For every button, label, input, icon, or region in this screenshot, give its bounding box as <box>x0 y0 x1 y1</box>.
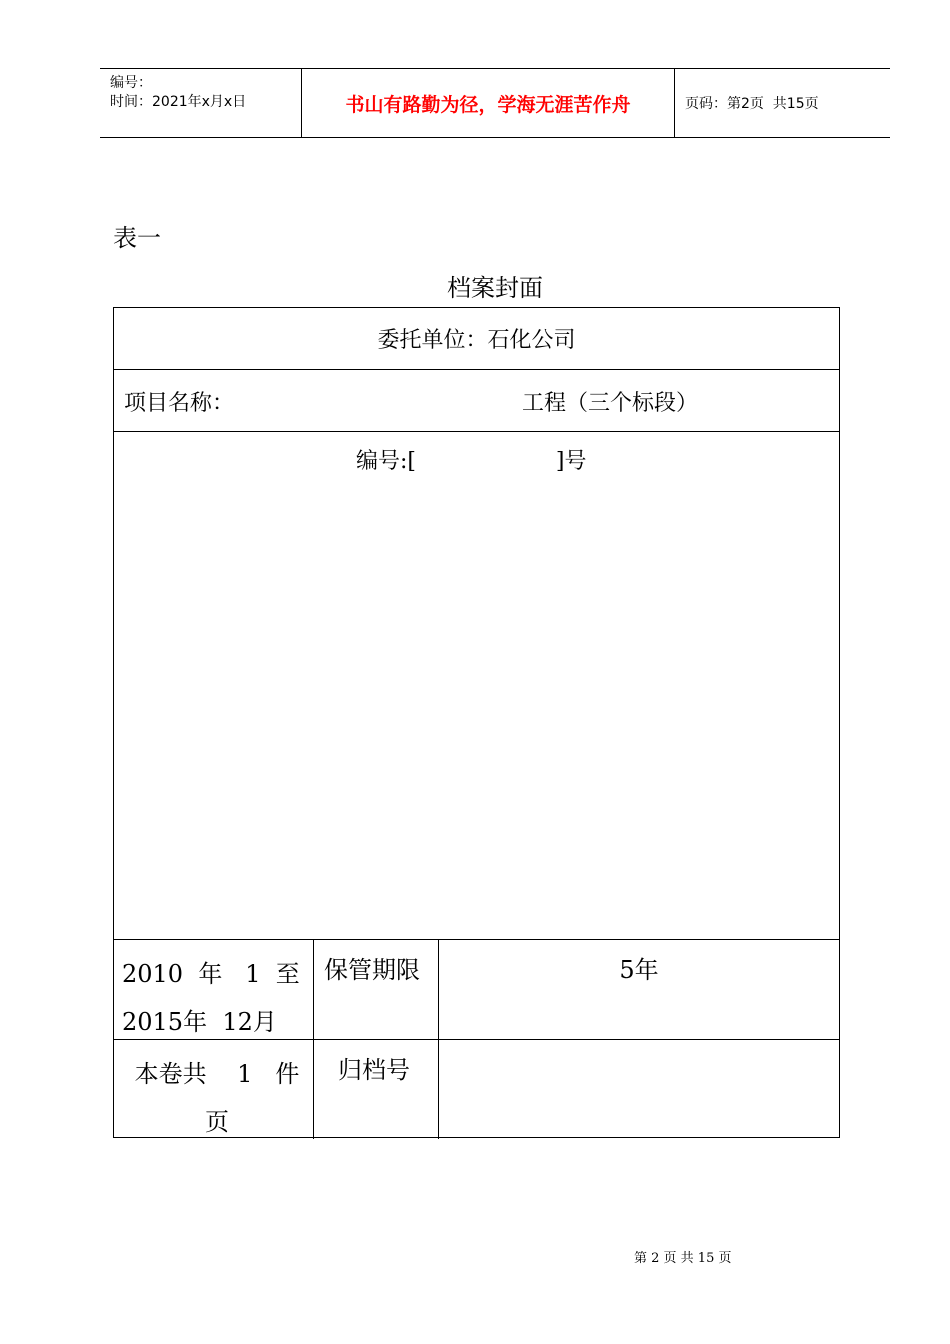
table-number: 表一 <box>113 224 161 252</box>
volume-count-cell <box>122 1050 312 1146</box>
header-page-info: 页码：第2页 共15页 <box>685 96 819 112</box>
date-label: 时间：2021年x月x日 <box>110 94 247 110</box>
archive-cover-form <box>113 307 840 1138</box>
project-value: 工程（三个标段） <box>522 391 699 416</box>
period-line: 2015年 12月 <box>122 1008 277 1036</box>
number-label: 编号： <box>110 75 152 91</box>
client-row <box>114 308 839 370</box>
project-row <box>114 370 839 432</box>
archive-number-label: 归档号 <box>338 1056 410 1084</box>
retention-value: 5年 <box>619 956 659 984</box>
volume-count-line: 页 <box>205 1108 229 1136</box>
period-line: 2010 年 1 至 <box>122 960 300 988</box>
header-motto: 书山有路勤为径，学海无涯苦作舟 <box>302 69 675 137</box>
page-header <box>100 68 890 138</box>
project-label: 项目名称： <box>124 391 235 416</box>
retention-label: 保管期限 <box>324 956 420 984</box>
volume-count-line: 本卷共 1 件 <box>134 1060 300 1088</box>
period-cell <box>122 950 312 1046</box>
header-meta <box>100 69 302 137</box>
page-footer: 第 2 页 共 15 页 <box>634 1251 732 1266</box>
code-row <box>114 432 839 940</box>
document-title: 档案封面 <box>447 274 543 302</box>
info-grid <box>114 940 839 1139</box>
client-text: 委托单位：石化公司 <box>377 328 576 353</box>
code-line: 编号:[ ]号 <box>356 449 587 474</box>
